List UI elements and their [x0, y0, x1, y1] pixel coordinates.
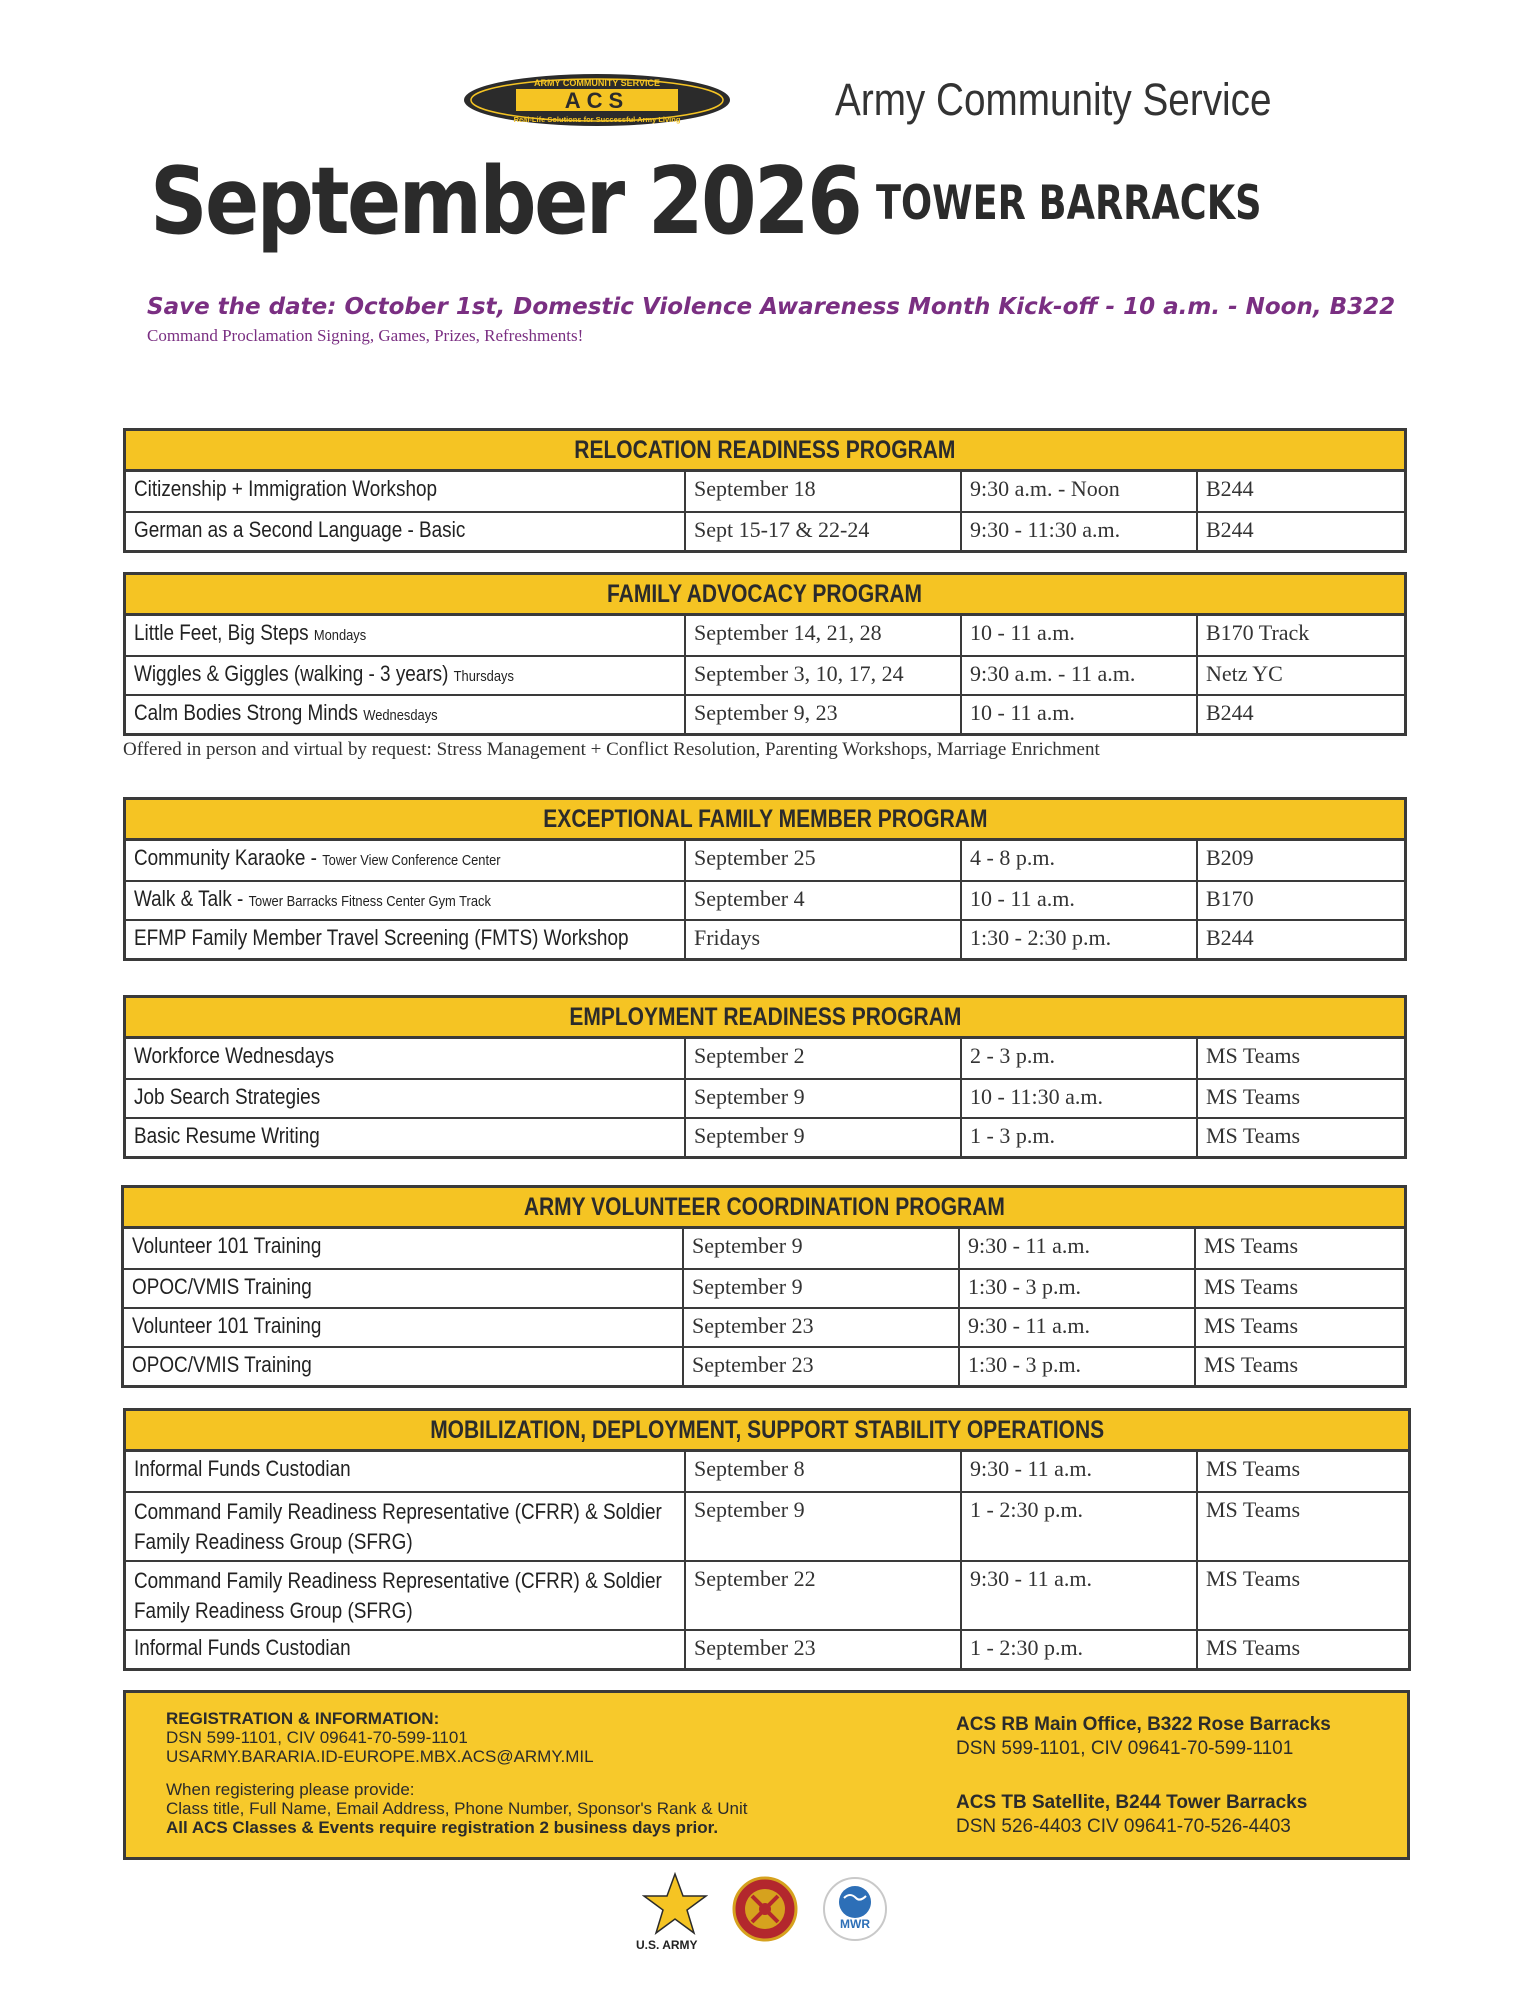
- class-title-cell: [126, 513, 684, 550]
- program-title: EMPLOYMENT READINESS PROGRAM: [568, 1002, 962, 1031]
- class-detail: Tower View Conference Center: [322, 852, 501, 869]
- class-title-cell: [126, 882, 684, 919]
- class-time: 1 - 3 p.m.: [960, 1119, 1196, 1156]
- table-row: [126, 880, 1404, 919]
- table-row: [124, 1346, 1404, 1385]
- class-date: September 23: [682, 1309, 958, 1346]
- mwr-logo: [822, 1876, 888, 1942]
- class-time: 10 - 11:30 a.m.: [960, 1080, 1196, 1117]
- class-date: Fridays: [684, 921, 960, 958]
- registration-info: [166, 1709, 748, 1837]
- class-place: MS Teams: [1196, 1119, 1404, 1156]
- class-date: September 9: [684, 1119, 960, 1156]
- table-row: [126, 1078, 1404, 1117]
- class-title: Job Search Strategies: [134, 1084, 321, 1109]
- program-header: [126, 998, 1404, 1039]
- class-place: MS Teams: [1194, 1348, 1404, 1385]
- class-place: MS Teams: [1196, 1562, 1408, 1629]
- class-place: Netz YC: [1196, 657, 1404, 694]
- class-date: September 2: [684, 1039, 960, 1078]
- table-row: [126, 1560, 1408, 1629]
- class-place: B244: [1196, 472, 1404, 511]
- class-title-cell: [126, 1452, 684, 1491]
- class-time: 4 - 8 p.m.: [960, 841, 1196, 880]
- class-date: September 23: [684, 1631, 960, 1668]
- class-place: MS Teams: [1196, 1493, 1408, 1560]
- class-title-cell: [126, 1039, 684, 1078]
- table-row: [126, 511, 1404, 550]
- class-place: MS Teams: [1196, 1631, 1408, 1668]
- program-header: [124, 1188, 1404, 1229]
- class-title: Calm Bodies Strong Minds Wednesdays: [134, 700, 438, 725]
- class-time: 2 - 3 p.m.: [960, 1039, 1196, 1078]
- class-title-cell: [126, 657, 684, 694]
- table-row: [126, 1491, 1408, 1560]
- table-row: [126, 841, 1404, 880]
- program-header: [126, 800, 1404, 841]
- class-title: Informal Funds Custodian: [134, 1635, 351, 1660]
- class-time: 1 - 2:30 p.m.: [960, 1493, 1196, 1560]
- location-title: TOWER BARRACKS: [876, 176, 1262, 231]
- class-date: September 9: [682, 1270, 958, 1307]
- registration-requirement: All ACS Classes & Events require registration 2 business days prior.: [166, 1818, 719, 1837]
- class-title-cell: [126, 1562, 684, 1629]
- class-date: September 9: [682, 1229, 958, 1268]
- class-detail: Thursdays: [453, 668, 514, 685]
- class-date: September 8: [684, 1452, 960, 1491]
- satellite-office-phone: DSN 526-4403 CIV 09641-70-526-4403: [956, 1816, 1291, 1837]
- class-place: B244: [1196, 921, 1404, 958]
- class-title: Informal Funds Custodian: [134, 1456, 351, 1481]
- class-title: Volunteer 101 Training: [132, 1233, 322, 1258]
- class-place: MS Teams: [1194, 1309, 1404, 1346]
- registration-provide-intro: When registering please provide:: [166, 1780, 415, 1799]
- class-date: September 18: [684, 472, 960, 511]
- class-date: September 22: [684, 1562, 960, 1629]
- program-rows: [126, 1039, 1404, 1156]
- class-time: 1:30 - 3 p.m.: [958, 1270, 1194, 1307]
- class-title: Command Family Readiness Representative (CFRR) & Soldier Family Readiness Group (SFRG): [134, 1568, 662, 1623]
- class-place: MS Teams: [1196, 1039, 1404, 1078]
- table-row: [126, 616, 1404, 655]
- class-title: OPOC/VMIS Training: [132, 1352, 312, 1377]
- program-rows: [126, 616, 1404, 733]
- class-time: 10 - 11 a.m.: [960, 616, 1196, 655]
- class-place: MS Teams: [1194, 1270, 1404, 1307]
- acs-logo-bottom-text: Real-Life Solutions for Successful Army Living: [513, 115, 681, 124]
- program-header: [126, 1411, 1408, 1452]
- office-contacts: [956, 1713, 1331, 1839]
- class-title: Workforce Wednesdays: [134, 1043, 335, 1068]
- program-rows: [124, 1229, 1404, 1385]
- program-army-volunteer-coordination: [121, 1185, 1407, 1388]
- class-title: Basic Resume Writing: [134, 1123, 320, 1148]
- us-army-label: U.S. ARMY: [636, 1938, 698, 1952]
- class-time: 9:30 - 11 a.m.: [960, 1452, 1196, 1491]
- table-row: [124, 1229, 1404, 1268]
- class-time: 9:30 - 11:30 a.m.: [960, 513, 1196, 550]
- table-row: [126, 1117, 1404, 1156]
- class-title-cell: [126, 696, 684, 733]
- registration-email[interactable]: USARMY.BARARIA.ID-EUROPE.MBX.ACS@ARMY.MIL: [166, 1747, 594, 1766]
- class-title: Wiggles & Giggles (walking - 3 years) Thursdays: [134, 661, 514, 686]
- program-mobilization-deployment: [123, 1408, 1411, 1671]
- class-place: B244: [1196, 513, 1404, 550]
- class-place: MS Teams: [1194, 1229, 1404, 1268]
- class-title-cell: [126, 1119, 684, 1156]
- main-office-title: ACS RB Main Office, B322 Rose Barracks: [956, 1714, 1331, 1735]
- class-place: B170 Track: [1196, 616, 1404, 655]
- class-title-cell: [126, 841, 684, 880]
- class-detail: Mondays: [313, 627, 367, 644]
- class-title-cell: [126, 616, 684, 655]
- class-date: Sept 15-17 & 22-24: [684, 513, 960, 550]
- table-row: [126, 1039, 1404, 1078]
- program-rows: [126, 472, 1404, 550]
- class-time: 10 - 11 a.m.: [960, 882, 1196, 919]
- registration-heading: REGISTRATION & INFORMATION:: [166, 1709, 440, 1728]
- class-date: September 9: [684, 1080, 960, 1117]
- table-row: [126, 694, 1404, 733]
- class-time: 1:30 - 3 p.m.: [958, 1348, 1194, 1385]
- class-detail: Wednesdays: [363, 707, 438, 724]
- registration-box: [123, 1690, 1410, 1860]
- class-title-cell: [126, 1080, 684, 1117]
- class-time: 9:30 a.m. - Noon: [960, 472, 1196, 511]
- class-title: EFMP Family Member Travel Screening (FMTS) Workshop: [134, 925, 629, 950]
- class-title: Citizenship + Immigration Workshop: [134, 476, 438, 501]
- class-title: German as a Second Language - Basic: [134, 517, 466, 542]
- table-row: [126, 472, 1404, 511]
- family-advocacy-note: Offered in person and virtual by request: Stress Management + Conflict Resolution, Parenting Workshops, Marriage Enrichment: [123, 739, 1100, 760]
- class-title: OPOC/VMIS Training: [132, 1274, 312, 1299]
- class-time: 10 - 11 a.m.: [960, 696, 1196, 733]
- program-title: RELOCATION READINESS PROGRAM: [574, 435, 956, 464]
- footer-logos: [0, 1872, 1540, 1952]
- satellite-office-title: ACS TB Satellite, B244 Tower Barracks: [956, 1792, 1308, 1813]
- class-place: B170: [1196, 882, 1404, 919]
- program-exceptional-family-member: [123, 797, 1407, 961]
- program-employment-readiness: [123, 995, 1407, 1159]
- class-title-cell: [126, 1631, 684, 1668]
- class-time: 1:30 - 2:30 p.m.: [960, 921, 1196, 958]
- class-title-cell: [124, 1270, 682, 1307]
- mwr-label: MWR: [840, 1917, 870, 1931]
- class-place: MS Teams: [1196, 1080, 1404, 1117]
- registration-provide-list: Class title, Full Name, Email Address, Phone Number, Sponsor's Rank & Unit: [166, 1799, 748, 1818]
- class-place: B244: [1196, 696, 1404, 733]
- table-row: [126, 919, 1404, 958]
- table-row: [126, 1629, 1408, 1668]
- class-title-cell: [124, 1229, 682, 1268]
- class-place: B209: [1196, 841, 1404, 880]
- class-title: Command Family Readiness Representative (CFRR) & Soldier Family Readiness Group (SFRG): [134, 1499, 662, 1554]
- class-date: September 25: [684, 841, 960, 880]
- acs-logo: [462, 72, 732, 128]
- registration-phone: DSN 599-1101, CIV 09641-70-599-1101: [166, 1728, 468, 1747]
- acs-logo-top-text: ARMY COMMUNITY SERVICE: [533, 78, 661, 88]
- program-title: EXCEPTIONAL FAMILY MEMBER PROGRAM: [542, 804, 988, 833]
- program-relocation-readiness: [123, 428, 1407, 553]
- class-time: 9:30 a.m. - 11 a.m.: [960, 657, 1196, 694]
- table-row: [124, 1307, 1404, 1346]
- class-time: 9:30 - 11 a.m.: [960, 1562, 1196, 1629]
- table-row: [126, 655, 1404, 694]
- program-header: [126, 431, 1404, 472]
- program-title: ARMY VOLUNTEER COORDINATION PROGRAM: [523, 1192, 1005, 1221]
- main-office-phone: DSN 599-1101, CIV 09641-70-599-1101: [956, 1738, 1294, 1759]
- class-date: September 3, 10, 17, 24: [684, 657, 960, 694]
- class-time: 9:30 - 11 a.m.: [958, 1229, 1194, 1268]
- save-the-date: Save the date: October 1st, Domestic Violence Awareness Month Kick-off - 10 a.m. - Noon, B322: [147, 294, 1396, 320]
- program-title: MOBILIZATION, DEPLOYMENT, SUPPORT STABILITY OPERATIONS: [430, 1415, 1104, 1444]
- class-detail: Tower Barracks Fitness Center Gym Track: [248, 893, 491, 910]
- imcom-insignia-icon: [732, 1876, 798, 1942]
- save-the-date-subtitle: Command Proclamation Signing, Games, Prizes, Refreshments!: [147, 326, 584, 345]
- program-rows: [126, 841, 1404, 958]
- class-time: 1 - 2:30 p.m.: [960, 1631, 1196, 1668]
- class-title: Community Karaoke - Tower View Conference Center: [134, 845, 501, 870]
- table-row: [126, 1452, 1408, 1491]
- class-place: MS Teams: [1196, 1452, 1408, 1491]
- class-date: September 23: [682, 1348, 958, 1385]
- acs-logo-main-text: ACS: [564, 88, 630, 113]
- class-title: Volunteer 101 Training: [132, 1313, 322, 1338]
- class-date: September 9, 23: [684, 696, 960, 733]
- class-title-cell: [126, 921, 684, 958]
- class-time: 9:30 - 11 a.m.: [958, 1309, 1194, 1346]
- org-name: Army Community Service: [835, 74, 1272, 125]
- program-rows: [126, 1452, 1408, 1668]
- month-title: September 2026: [150, 147, 861, 255]
- program-title: FAMILY ADVOCACY PROGRAM: [607, 579, 923, 608]
- program-family-advocacy: [123, 572, 1407, 736]
- class-title: Walk & Talk - Tower Barracks Fitness Center Gym Track: [134, 886, 491, 911]
- class-title-cell: [126, 472, 684, 511]
- class-date: September 14, 21, 28: [684, 616, 960, 655]
- class-date: September 4: [684, 882, 960, 919]
- table-row: [124, 1268, 1404, 1307]
- class-title-cell: [126, 1493, 684, 1560]
- program-header: [126, 575, 1404, 616]
- class-title-cell: [124, 1348, 682, 1385]
- class-title: Little Feet, Big Steps Mondays: [134, 620, 367, 645]
- class-title-cell: [124, 1309, 682, 1346]
- class-date: September 9: [684, 1493, 960, 1560]
- us-army-star-logo: [642, 1872, 708, 1936]
